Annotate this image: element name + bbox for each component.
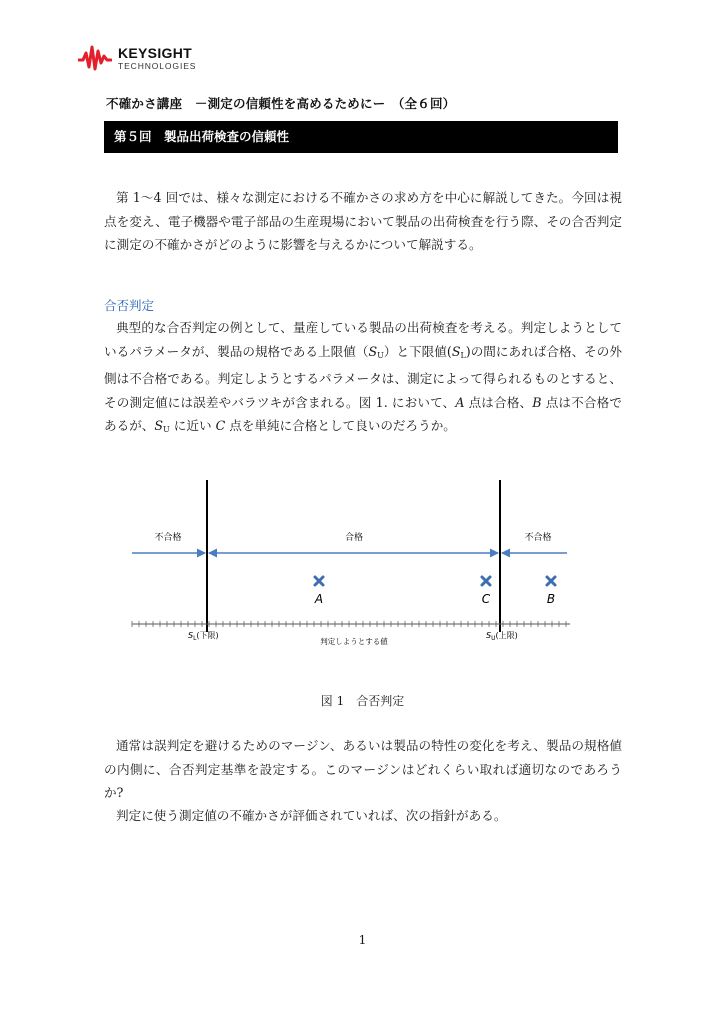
body-paragraph-2: 判定に使う測定値の不確かさが評価されていれば、次の指針がある。 [116,808,507,823]
zone-fail-left-label: 不合格 [154,533,182,543]
point-b-marker [547,577,555,585]
lower-limit-symbol: S [451,343,461,359]
lower-limit-sub-fig: L [193,635,197,642]
logo-brand: KEYSIGHT [118,44,192,61]
lower-limit-symbol-fig: S [188,631,194,640]
figure-caption: 図 1 合否判定 [320,694,405,708]
lower-limit-subscript: L [460,350,466,360]
point-b-ref: B [532,394,542,410]
point-a-ref: A [455,394,465,410]
point-c-label: C [481,592,491,606]
lower-limit-text-fig: (下限) [196,631,219,640]
upper-limit-symbol-2: S [154,418,164,433]
section-paragraph [104,316,622,442]
upper-limit-sub-fig: U [491,635,496,642]
keysight-logo [78,44,196,72]
upper-limit-symbol: S [368,343,378,359]
intro-paragraph: 第 1～4 回では、様々な測定における不確かさの求め方を中心に解説してきた。今回は視点を変え、電子機器や電子部品の生産現場において製品の出荷検査を行う際、その合否判定に測定の不確かさがどのように影響を与えるかについて解説する。 [104,190,622,252]
chapter-title: 第５回 製品出荷検査の信頼性 [114,129,290,144]
section-text-4: 点は合格、 [464,394,533,410]
chapter-title-bar [104,121,618,153]
point-c-ref: C [215,418,226,433]
axis-label: 判定しようとする値 [320,637,388,646]
point-a-marker [315,577,323,585]
series-title: 不確かさ講座 －測定の信頼性を高めるためにー （全６回） [106,96,456,111]
pass-fail-figure [120,474,580,654]
page-number: 1 [358,932,367,947]
section-heading: 合否判定 [104,298,155,313]
zone-pass-label: 合格 [344,533,364,543]
body-paragraph-1: 通常は誤判定を避けるためのマージン、あるいは製品の特性の変化を考え、製品の規格値の内側に、合否判定基準を設定する。このマージンはどれくらい取れば適切なのであろうか? [104,738,622,800]
section-text-7: 点を単純に合格として良いのだろうか。 [225,418,456,433]
section-text-3: )の間にあれば合格、その外側は不合格である。判定しようとするパラメータは、測定によって得られるものとすると、その測定値には誤差やバラツキが含まれる。図 1. において、 [104,343,622,410]
keysight-wave-icon [78,44,112,72]
upper-limit-subscript: U [377,350,384,360]
section-text-2: ）と下限値( [383,343,452,359]
section-text-6: に近い [169,418,216,433]
zone-fail-right-label: 不合格 [524,533,552,543]
point-b-label: B [546,592,556,606]
upper-limit-text-fig: (上限) [495,631,518,640]
upper-limit-symbol-fig: S [486,631,492,640]
lower-limit-marker-label [188,631,219,642]
section-text-1: 典型的な合否判定の例として、量産している製品の出荷検査を考える。判定しようとしているパラメータが、製品の規格である上限値（ [104,320,622,359]
logo-subline: TECHNOLOGIES [118,60,197,71]
upper-limit-marker-label [486,630,518,642]
section-text-5: 点は不合格であるが、 [104,394,622,433]
upper-limit-subscript-2: U [163,425,170,434]
point-c-marker [482,577,490,585]
point-a-label: A [314,592,324,606]
